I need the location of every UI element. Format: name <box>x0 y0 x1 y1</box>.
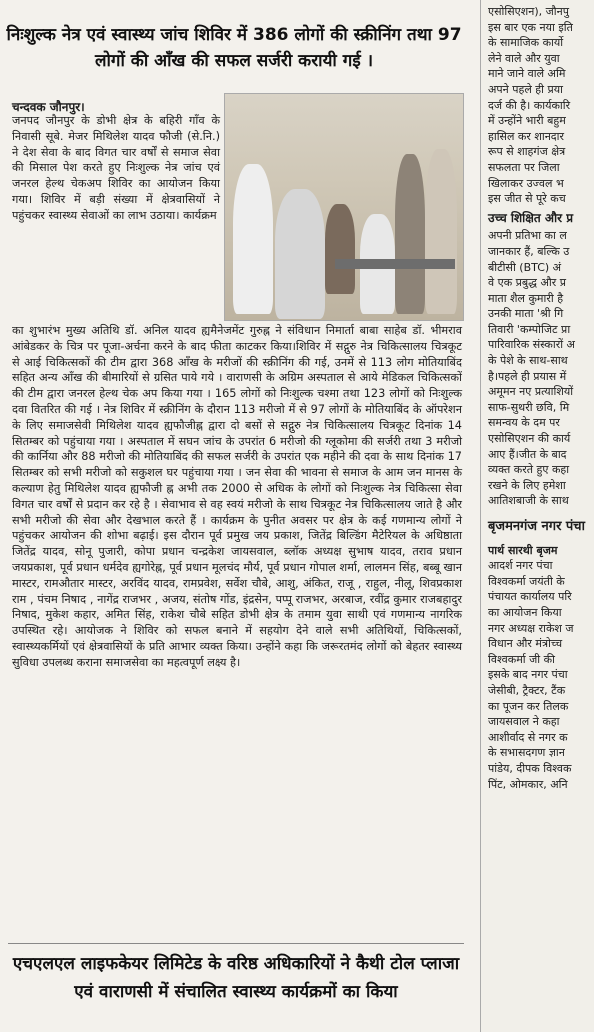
adjacent-line: समन्वय के दम पर <box>488 416 560 430</box>
adjacent-line: एसोसिएशन की कार्य <box>488 432 571 446</box>
adjacent-line: का पूजन कर तिलक <box>488 699 569 713</box>
adjacent-line: इस बार एक नया इति <box>488 20 573 34</box>
adjacent-line: व्यक्त करते हुए कहा <box>488 463 570 477</box>
adjacent-subhead: उच्च शिक्षित और प्र <box>488 210 574 225</box>
adjacent-line: अपनी प्रतिभा का ल <box>488 229 567 243</box>
adjacent-line: साफ-सुथरी छवि, मि <box>488 400 570 414</box>
adjacent-line: के पेशे के साथ-साथ <box>488 354 568 368</box>
adjacent-line: माता शैल कुमारी है <box>488 291 564 305</box>
adjacent-line: वे एक प्रबुद्ध और प्र <box>488 276 566 290</box>
adjacent-line: अपने पहले ही प्रया <box>488 82 563 96</box>
clipped-top-line <box>0 0 460 10</box>
next-article-headline: एचएलएल लाइफकेयर लिमिटेड के वरिष्ठ अधिकारियों ने कैथी टोल प्लाजा एवं वाराणसी में संचालित स्वास्थ्य कार्यक्रमों का किया <box>12 954 460 1002</box>
adjacent-line: आतिशबाजी के साथ <box>488 494 569 508</box>
article-text-intro: जनपद जौनपुर के डोभी क्षेत्र के बहिरी गाँव के निवासी सूबे. मेजर मिथिलेश यादव फौजी (से.नि.) ने देश सेवा के बाद विगत चार वर्षों से समाज सेवा की मिसाल पेश करते हुए निःशुल्क नेत्र जांच एवं जनरल हेल्थ चेकअप शिविर का आयोजन किया गया। शिविर में बड़ी संख्या में क्षेत्रवासियों ने पहुंचकर स्वास्थ्य सेवाओं का लाभ उठाया। कार्यक्रम <box>12 114 220 222</box>
adjacent-column <box>480 0 594 1032</box>
adjacent-lines-c <box>488 558 594 792</box>
adjacent-line: विश्वकर्मा जी की <box>488 652 555 666</box>
adjacent-line: हासिल कर शानदार <box>488 129 564 143</box>
adjacent-line: तिवारी 'कम्पोजिट प्रा <box>488 322 571 336</box>
adjacent-line: जानकार हैं, बल्कि उ <box>488 244 570 258</box>
adjacent-line: लेने वाले और युवा <box>488 51 560 65</box>
adjacent-line: जायसवाल ने कहा <box>488 715 560 729</box>
adjacent-line: के सभासदगण ज्ञान <box>488 746 565 760</box>
adjacent-line: एसोसिएशन), जौनपु <box>488 5 569 18</box>
main-column <box>0 10 468 1032</box>
adjacent-line: सफलता पर जिला <box>488 160 560 174</box>
adjacent-line: अमूमन नए प्रत्याशियों <box>488 385 574 399</box>
adjacent-line: आशीर्वाद से नगर क <box>488 730 568 744</box>
adjacent-line: के सामाजिक कार्यो <box>488 36 564 50</box>
adjacent-headline: बृजमनगंज नगर पंचा <box>488 519 585 534</box>
adjacent-line: खिलाकर उज्वल भ <box>488 176 564 190</box>
section-divider <box>8 943 464 944</box>
adjacent-line: का आयोजन किया <box>488 605 562 619</box>
adjacent-line: पांडेय, दीपक विश्वक <box>488 761 572 775</box>
article-text-body: का शुभारंभ मुख्य अतिथि डॉ. अनिल यादव ह्यमैनेजमेंट गुरुह्न ने संविधान निमार्ता बाबा साहेब डॉ. भीमराव आंबेडकर के चित्र पर पूजा-अर्चना करने के बाद फीता काटकर किया।शिविर में सद्गुरु नेत्र चिकित्सालय चित्रकूट से आई चिकित्सकों की टीम द्वारा 368 आँख के मरीजों की स्क्रीनिंग की गई, उनमें से 113 लोग मोतियाबिंद सहित अन्य आँख की बीमारियों से ग्रसित पाये गये । वाराणसी के अग्रिम अस्पताल से आये मेडिकल चिकित्सकों की टीम द्वारा जनरल हेल्थ चेक अप किया गया । 165 लोगों को निःशुल्क चश्मा तथा 123 लोगों को निःशुल्क दवा वितरित की गई । नेत्र शिविर में स्क्रीनिंग के दौरान 113 मरीजो में से 97 लोगों के मोतियाबिंद के ऑपरेशन के लिए समाजसेवी मिथिलेश यादव ह्यफौजीह्न द्वारा दो बसों से सद्गुरु नेत्र चिकित्सालय चित्रकूट दिनांक 14 सितम्बर को पहुंचाया गया । अस्पताल में सघन जांच के उपरांत 6 मरीजो की ग्लूकोमा की सर्जरी तथा 3 मरीजो की कार्निया और 88 मरीजो की मोतियाबिंद की सफल सर्जरी के उपरांत एक महीने की दवा के साथ दिनांक 17 सितम्बर को सभी मरीजो को सकुशल घर पहुंचाया गया । जन सेवा की भावना से समाज के आम जन मानस के कल्याण हेतु मिथिलेश यादव ह्यफौजी ह्न अभी तक 2000 से अधिक के लोगों को निःशुल्क नेत्र चिकित्सा सेवा विगत चार वर्षों से प्रदान कर रहे है । सेवाभाव से वह स्वयं मरीजो के साथ चित्रकूट नेत्र चिकित्सालय जाते है और सभी मरीजो की सेवा और देखभाल करते हैं । कार्यक्रम के पुनीत अवसर पर क्षेत्र के कई गणमान्य लोगों ने पहुंचकर आयोजन की शोभा बढ़ाई। इस दौरान पूर्व प्रमुख जय प्रकाश, जितेंद्र बिल्डिंग मैटेरियल के अधिष्ठाता जितेंद्र यादव, सोनू पुजारी, कोपा प्रधान चन्द्रकेश जायसवाल, ब्लॉक अध्यक्ष सुभाष यादव, तराव प्रधान जयप्रकाश, पूर्व प्रधान धर्मदेव ह्यगोरेह्न, पूर्व प्रधान मूलचंद मौर्य, पूर्व प्रधान गोपाल शर्मा, लालमन सिंह, बब्बू खान मास्टर, रामऔतार मास्टर, अरविंद यादव, रामप्रवेश, सर्वेश चौबे, आशु, अंकित, राजू , राहुल, नीलू, शिवप्रकाश राम , पंचम निषाद , नागेंद्र राजभर , अजय, संतोष गोंड, इंद्रसेन, पप्पू राजभर, अरबाज, रवींद्र कुमार राजबहादुर निषाद, मुकेश कहार, अमित सिंह, राकेश चौबे सहित डोभी क्षेत्र के तमाम युवा साथी एवं गणमान्य नागरिक उपस्थित रहे। आयोजक ने शिविर को सफल बनाने में सहयोग देने वाले सभी अतिथियों, चिकित्सकों, स्वास्थ्यकर्मियों एवं क्षेत्रवासियों के प्रति आभार व्यक्त किया। उन्होंने कहा कि जरूरतमंद लोगों को बेहतर स्वास्थ्य सुविधा उपलब्ध कराना समाजसेवा का महत्वपूर्ण लक्ष्य है। <box>12 324 463 669</box>
article-byline: चन्दवक जौनपुर। <box>12 100 85 114</box>
adjacent-line: बीटीसी (BTC) अं <box>488 260 562 274</box>
article-headline: निःशुल्क नेत्र एवं स्वास्थ्य जांच शिविर में 386 लोगों की स्क्रीनिंग तथा 97 लोगों की आँख की सफल सर्जरी करायी गई । <box>6 25 462 71</box>
adjacent-line: माने जाने वाले अमि <box>488 67 566 81</box>
adjacent-line: इसके बाद नगर पंचा <box>488 668 568 682</box>
adjacent-line: जेसीबी, ट्रैक्टर, टैंक <box>488 683 566 697</box>
event-photo <box>224 93 464 321</box>
adjacent-line: इस जीत से पूरे कच <box>488 192 566 206</box>
adjacent-line: पिंट, ओमकार, अनि <box>488 777 568 791</box>
adjacent-byline: पार्थ सारथी बृजम <box>488 543 558 557</box>
adjacent-line: रूप से शाहगंज क्षेत्र <box>488 145 566 159</box>
adjacent-line: विधान और मंत्रोच्च <box>488 637 563 651</box>
adjacent-line: पंचायत कार्यालय परि <box>488 590 572 604</box>
adjacent-line: पारिवारिक संस्कारों अ <box>488 338 575 352</box>
adjacent-line: आदर्श नगर पंचा <box>488 559 553 573</box>
adjacent-column-text <box>488 4 594 792</box>
adjacent-line: दर्ज की है। कार्यकारि <box>488 98 571 112</box>
adjacent-line: है।पहले ही प्रयास में <box>488 369 567 383</box>
adjacent-line: विश्वकर्मा जयंती के <box>488 574 565 588</box>
adjacent-line: में उन्होंने भारी बहुम <box>488 114 566 128</box>
adjacent-lines-a <box>488 4 594 207</box>
adjacent-line: आए हैं।जीत के बाद <box>488 447 567 461</box>
adjacent-line: उनकी माता 'श्री गि <box>488 307 564 321</box>
adjacent-line: नगर अध्यक्ष राकेश ज <box>488 621 574 635</box>
adjacent-line: रखने के लिए हमेशा <box>488 478 566 492</box>
adjacent-lines-b <box>488 228 594 509</box>
